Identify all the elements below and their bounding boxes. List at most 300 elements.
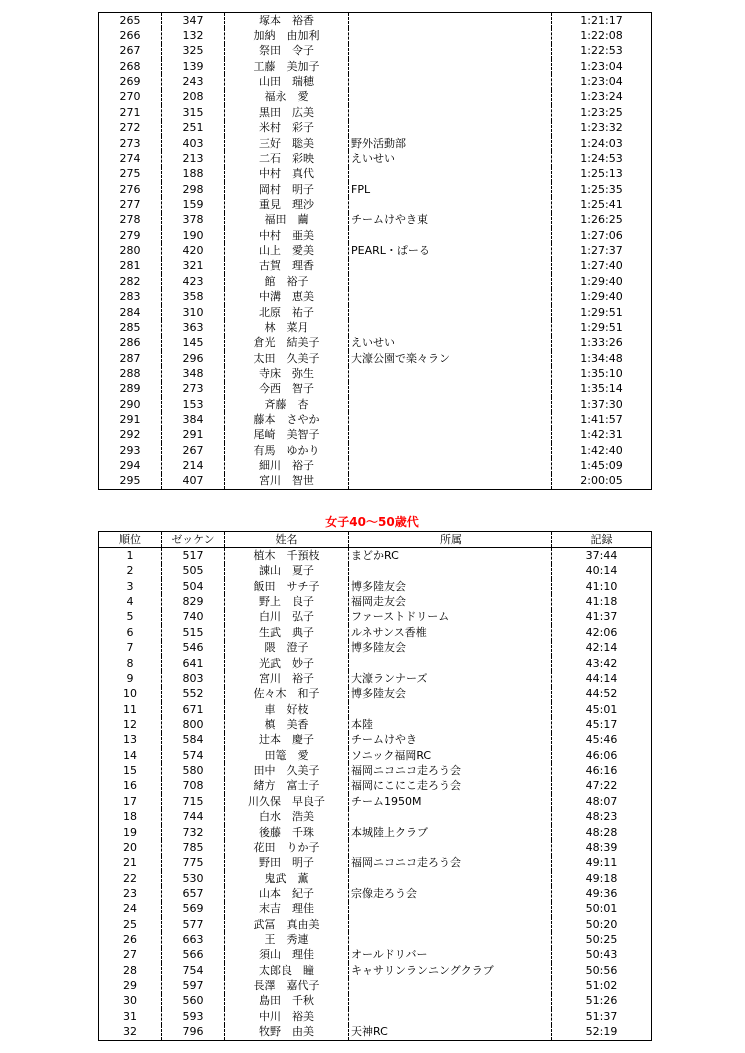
bib-cell: 243 [162,74,225,89]
time-cell: 37:44 [585,549,618,563]
header-time: 記録 [552,532,652,548]
name-cell: 宮川 裕子 [225,671,349,686]
rank-cell: 285 [99,320,162,335]
rank-cell: 293 [99,443,162,458]
rank-cell: 3 [99,579,162,594]
affiliation-cell: 博多陸友会 [349,687,552,702]
table-row [99,748,652,763]
bib-cell: 708 [162,779,225,794]
rank-cell: 294 [99,458,162,473]
bib-cell: 132 [162,28,225,43]
name-cell: 野田 明子 [225,856,349,871]
rank-cell: 271 [99,105,162,120]
name-cell: 田中 久美子 [225,763,349,778]
name-cell: 加納 由加利 [225,28,349,43]
time-cell: 47:22 [585,779,618,793]
rank-cell: 276 [99,182,162,197]
affiliation-cell: 福岡走友会 [349,594,552,609]
name-cell: 尾崎 美智子 [225,428,349,443]
rank-cell: 286 [99,336,162,351]
name-cell: 細川 裕子 [225,458,349,473]
affiliation-cell [349,320,552,335]
time-cell: 1:27:06 [580,228,623,242]
time-cell: 1:29:40 [580,290,623,304]
bib-cell: 213 [162,151,225,166]
time-cell: 48:39 [585,840,618,854]
time-cell: 1:22:08 [580,29,623,43]
affiliation-cell: 福岡ニコニコ走ろう会 [349,856,552,871]
table-row [99,428,652,443]
affiliation-cell: チームけやき東 [349,213,552,228]
affiliation-cell [349,105,552,120]
rank-cell: 21 [99,856,162,871]
time-cell: 1:26:25 [580,213,623,227]
rank-cell: 6 [99,625,162,640]
affiliation-cell: 宗像走ろう会 [349,886,552,901]
affiliation-cell [349,917,552,932]
table-row [99,197,652,212]
time-cell: 46:16 [585,764,618,778]
bib-cell: 325 [162,44,225,59]
affiliation-cell: チームけやき [349,733,552,748]
rank-cell: 11 [99,702,162,717]
name-cell: 鬼武 薫 [225,871,349,886]
name-cell: 山上 愛美 [225,243,349,258]
rank-cell: 19 [99,825,162,840]
time-cell: 45:17 [585,717,618,731]
affiliation-cell: まどかRC [349,548,552,564]
rank-cell: 289 [99,382,162,397]
affiliation-cell: キャサリンランニングクラブ [349,963,552,978]
bib-cell: 296 [162,351,225,366]
table-row [99,182,652,197]
table-row [99,978,652,993]
affiliation-cell [349,702,552,717]
affiliation-cell [349,397,552,412]
rank-cell: 292 [99,428,162,443]
table-row [99,687,652,702]
name-cell: 緒方 富士子 [225,779,349,794]
bib-cell: 378 [162,213,225,228]
rank-cell: 282 [99,274,162,289]
table-row [99,963,652,978]
rank-cell: 281 [99,259,162,274]
time-cell: 48:07 [585,794,618,808]
rank-cell: 31 [99,1009,162,1024]
rank-cell: 272 [99,121,162,136]
table-row [99,702,652,717]
results-table-women-40-50 [98,531,652,1041]
time-cell: 49:11 [585,856,618,870]
table-row [99,382,652,397]
affiliation-cell [349,59,552,74]
table-row [99,59,652,74]
table-row [99,779,652,794]
header-affiliation: 所属 [349,532,552,548]
name-cell: 王 秀連 [225,932,349,947]
time-cell: 1:23:24 [580,90,623,104]
affiliation-cell [349,564,552,579]
affiliation-cell: 本陸 [349,717,552,732]
name-cell: 末吉 理佳 [225,902,349,917]
affiliation-cell [349,428,552,443]
bib-cell: 671 [162,702,225,717]
rank-cell: 265 [99,13,162,29]
bib-cell: 423 [162,274,225,289]
bib-cell: 291 [162,428,225,443]
name-cell: 中川 裕美 [225,1009,349,1024]
table-row [99,443,652,458]
affiliation-cell [349,90,552,105]
table-row [99,856,652,871]
name-cell: 祭田 令子 [225,44,349,59]
time-cell: 1:21:17 [580,13,623,27]
table-row [99,809,652,824]
bib-cell: 348 [162,366,225,381]
time-cell: 1:42:31 [580,428,623,442]
table-row [99,259,652,274]
results-table-continued [98,12,652,490]
name-cell: 花田 りか子 [225,840,349,855]
table-row [99,564,652,579]
affiliation-cell: 博多陸友会 [349,641,552,656]
affiliation-cell: 野外活動部 [349,136,552,151]
affiliation-cell [349,274,552,289]
bib-cell: 546 [162,641,225,656]
time-cell: 1:29:51 [580,305,623,319]
bib-cell: 363 [162,320,225,335]
bib-cell: 593 [162,1009,225,1024]
name-cell: 有馬 ゆかり [225,443,349,458]
time-cell: 50:43 [585,948,618,962]
affiliation-cell: えいせい [349,151,552,166]
name-cell: 槙 美香 [225,717,349,732]
bib-cell: 139 [162,59,225,74]
name-cell: 植木 千預枝 [225,548,349,564]
bib-cell: 732 [162,825,225,840]
affiliation-cell [349,840,552,855]
affiliation-cell [349,228,552,243]
table-row [99,151,652,166]
name-cell: 黒田 広美 [225,105,349,120]
table-row [99,902,652,917]
time-cell: 41:18 [585,595,618,609]
time-cell: 41:37 [585,610,618,624]
table-row [99,948,652,963]
rank-cell: 279 [99,228,162,243]
time-cell: 49:18 [585,871,618,885]
name-cell: 山田 瑞穂 [225,74,349,89]
name-cell: 館 裕子 [225,274,349,289]
table-row [99,763,652,778]
rank-cell: 267 [99,44,162,59]
affiliation-cell [349,978,552,993]
rank-cell: 17 [99,794,162,809]
name-cell: 重見 理沙 [225,197,349,212]
table-row [99,1009,652,1024]
table-row [99,474,652,490]
table-row [99,548,652,564]
bib-cell: 569 [162,902,225,917]
bib-cell: 657 [162,886,225,901]
affiliation-cell [349,412,552,427]
affiliation-cell: PEARL・ぱーる [349,243,552,258]
time-cell: 51:37 [585,1009,618,1023]
time-cell: 1:25:35 [580,182,623,196]
affiliation-cell [349,443,552,458]
table-row [99,336,652,351]
table-row [99,840,652,855]
table-row [99,397,652,412]
rank-cell: 284 [99,305,162,320]
name-cell: 宮川 智世 [225,474,349,490]
bib-cell: 251 [162,121,225,136]
bib-cell: 208 [162,90,225,105]
affiliation-cell: オールドリバー [349,948,552,963]
bib-cell: 420 [162,243,225,258]
table-row [99,625,652,640]
bib-cell: 504 [162,579,225,594]
time-cell: 2:00:05 [580,474,623,488]
table-row [99,994,652,1009]
table-row [99,274,652,289]
bib-cell: 785 [162,840,225,855]
bib-cell: 145 [162,336,225,351]
name-cell: 佐々木 和子 [225,687,349,702]
name-cell: 川久保 早良子 [225,794,349,809]
time-cell: 1:23:32 [580,121,623,135]
table-row [99,289,652,304]
bib-cell: 407 [162,474,225,490]
table-row [99,825,652,840]
affiliation-cell [349,1009,552,1024]
name-cell: 生武 典子 [225,625,349,640]
table-row [99,641,652,656]
name-cell: 長澤 嘉代子 [225,978,349,993]
name-cell: 山本 紀子 [225,886,349,901]
time-cell: 1:27:40 [580,259,623,273]
affiliation-cell [349,656,552,671]
name-cell: 車 好枝 [225,702,349,717]
name-cell: 寺床 弥生 [225,366,349,381]
rank-cell: 29 [99,978,162,993]
time-cell: 1:25:41 [580,197,623,211]
bib-cell: 574 [162,748,225,763]
table-row [99,105,652,120]
table-row [99,136,652,151]
rank-cell: 22 [99,871,162,886]
section-title: 女子40～50歳代 [325,515,419,529]
bib-cell: 315 [162,105,225,120]
time-cell: 50:56 [585,963,618,977]
rank-cell: 268 [99,59,162,74]
time-cell: 1:34:48 [580,351,623,365]
name-cell: 野上 良子 [225,594,349,609]
affiliation-cell [349,305,552,320]
bib-cell: 800 [162,717,225,732]
rank-cell: 7 [99,641,162,656]
time-cell: 1:23:04 [580,59,623,73]
name-cell: 白水 浩美 [225,809,349,824]
time-cell: 1:29:40 [580,274,623,288]
rank-cell: 4 [99,594,162,609]
bib-cell: 560 [162,994,225,1009]
time-cell: 45:46 [585,733,618,747]
name-cell: 武冨 真由美 [225,917,349,932]
time-cell: 50:01 [585,902,618,916]
table-row [99,121,652,136]
rank-cell: 2 [99,564,162,579]
name-cell: 塚本 裕香 [225,13,349,29]
time-cell: 48:23 [585,810,618,824]
bib-cell: 796 [162,1025,225,1041]
table-row [99,74,652,89]
rank-cell: 280 [99,243,162,258]
rank-cell: 25 [99,917,162,932]
table-row [99,794,652,809]
bib-cell: 584 [162,733,225,748]
affiliation-cell: 本城陸上クラブ [349,825,552,840]
time-cell: 1:37:30 [580,397,623,411]
rank-cell: 12 [99,717,162,732]
affiliation-cell [349,13,552,29]
bib-cell: 566 [162,948,225,963]
bib-cell: 517 [162,548,225,564]
name-cell: 林 菜月 [225,320,349,335]
bib-cell: 298 [162,182,225,197]
name-cell: 隈 澄子 [225,641,349,656]
name-cell: 牧野 由美 [225,1025,349,1041]
bib-cell: 803 [162,671,225,686]
affiliation-cell: ファーストドリーム [349,610,552,625]
time-cell: 1:27:37 [580,244,623,258]
affiliation-cell [349,366,552,381]
rank-cell: 273 [99,136,162,151]
affiliation-cell: 大濠公園で楽々ラン [349,351,552,366]
header-bib: ゼッケン [162,532,225,548]
table-row [99,412,652,427]
affiliation-cell: チーム1950M [349,794,552,809]
rank-cell: 8 [99,656,162,671]
table-row [99,320,652,335]
name-cell: 辻本 慶子 [225,733,349,748]
time-cell: 51:02 [585,979,618,993]
rank-cell: 24 [99,902,162,917]
table-row [99,594,652,609]
name-cell: 米村 彩子 [225,121,349,136]
name-cell: 中溝 恵美 [225,289,349,304]
table-row [99,917,652,932]
time-cell: 48:28 [585,825,618,839]
rank-cell: 277 [99,197,162,212]
bib-cell: 267 [162,443,225,458]
bib-cell: 663 [162,932,225,947]
name-cell: 藤本 さやか [225,412,349,427]
table-row [99,228,652,243]
bib-cell: 744 [162,809,225,824]
affiliation-cell [349,28,552,43]
rank-cell: 266 [99,28,162,43]
table-row [99,610,652,625]
bib-cell: 190 [162,228,225,243]
name-cell: 田篭 愛 [225,748,349,763]
bib-cell: 505 [162,564,225,579]
affiliation-cell [349,809,552,824]
rank-cell: 283 [99,289,162,304]
rank-cell: 1 [99,548,162,564]
table-row [99,167,652,182]
rank-cell: 5 [99,610,162,625]
time-cell: 1:24:53 [580,151,623,165]
table-row [99,28,652,43]
bib-cell: 159 [162,197,225,212]
rank-cell: 15 [99,763,162,778]
time-cell: 1:35:14 [580,382,623,396]
name-cell: 後藤 千珠 [225,825,349,840]
table-row [99,1025,652,1041]
affiliation-cell: ルネサンス香椎 [349,625,552,640]
bib-cell: 740 [162,610,225,625]
bib-cell: 597 [162,978,225,993]
time-cell: 41:10 [585,579,618,593]
bib-cell: 403 [162,136,225,151]
bib-cell: 188 [162,167,225,182]
affiliation-cell [349,259,552,274]
rank-cell: 287 [99,351,162,366]
affiliation-cell [349,289,552,304]
rank-cell: 270 [99,90,162,105]
bib-cell: 577 [162,917,225,932]
rank-cell: 295 [99,474,162,490]
time-cell: 1:45:09 [580,459,623,473]
affiliation-cell [349,932,552,947]
bib-cell: 775 [162,856,225,871]
header-name: 姓名 [225,532,349,548]
bib-cell: 321 [162,259,225,274]
bib-cell: 347 [162,13,225,29]
name-cell: 三好 聡美 [225,136,349,151]
bib-cell: 530 [162,871,225,886]
name-cell: 島田 千秋 [225,994,349,1009]
affiliation-cell [349,44,552,59]
name-cell: 須山 理佳 [225,948,349,963]
rank-cell: 274 [99,151,162,166]
affiliation-cell: FPL [349,182,552,197]
table-row [99,733,652,748]
time-cell: 42:14 [585,641,618,655]
rank-cell: 291 [99,412,162,427]
time-cell: 44:14 [585,671,618,685]
table-row [99,871,652,886]
table-row [99,44,652,59]
name-cell: 飯田 サチ子 [225,579,349,594]
affiliation-cell [349,197,552,212]
name-cell: 北原 祐子 [225,305,349,320]
time-cell: 1:29:51 [580,320,623,334]
affiliation-cell: 福岡ニコニコ走ろう会 [349,763,552,778]
rank-cell: 269 [99,74,162,89]
table-row [99,656,652,671]
rank-cell: 10 [99,687,162,702]
affiliation-cell: 天神RC [349,1025,552,1041]
bib-cell: 580 [162,763,225,778]
time-cell: 1:25:13 [580,167,623,181]
table-row [99,243,652,258]
header-rank: 順位 [99,532,162,548]
bib-cell: 829 [162,594,225,609]
time-cell: 1:35:10 [580,366,623,380]
time-cell: 40:14 [585,564,618,578]
